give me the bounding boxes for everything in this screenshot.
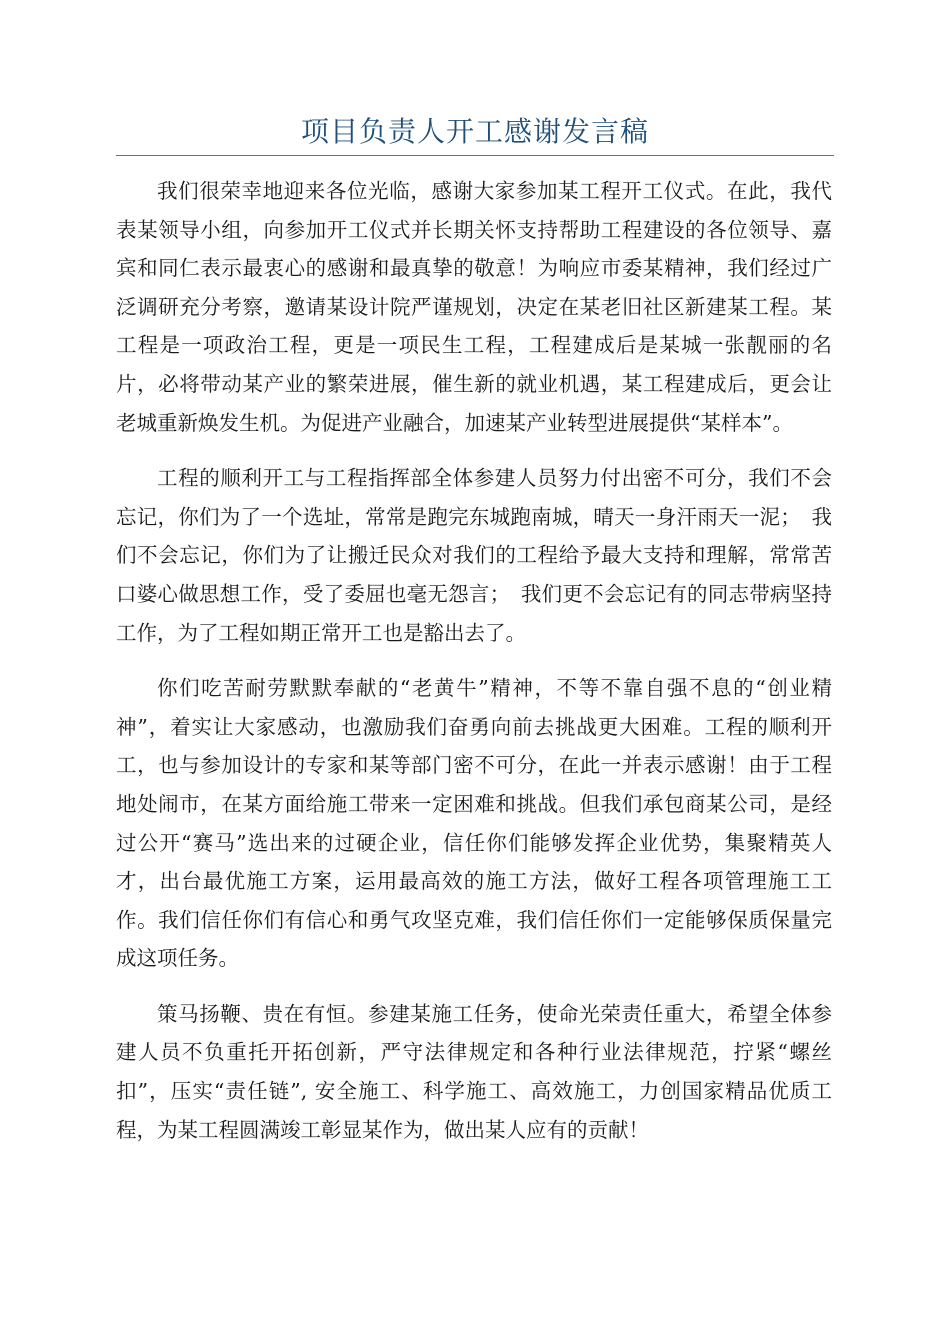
document-body <box>116 172 832 1166</box>
paragraph-3: 你们吃苦耐劳默默奉献的“老黄牛”精神，不等不靠自强不息的“创业精神”，着实让大家感动，也激励我们奋勇向前去挑战更大困难。工程的顺利开工，也与参加设计的专家和某等部门密不可分，在此一并表示感谢！由于工程地处闹市，在某方面给施工带来一定困难和挑战。但我们承包商某公司，是经过公开“赛马”选出来的过硬企业，信任你们能够发挥企业优势，集聚精英人才，出台最优施工方案，运用最高效的施工方法，做好工程各项管理施工工作。我们信任你们有信心和勇气攻坚克难，我们信任你们一定能够保质保量完成这项任务。 <box>116 676 832 971</box>
title-underline <box>116 155 834 156</box>
paragraph-1: 我们很荣幸地迎来各位光临，感谢大家参加某工程开工仪式。在此，我代表某领导小组，向参加开工仪式并长期关怀支持帮助工程建设的各位领导、嘉宾和同仁表示最衷心的感谢和最真挚的敬意！为响应市委某精神，我们经过广泛调研充分考察，邀请某设计院严谨规划，决定在某老旧社区新建某工程。某工程是一项政治工程，更是一项民生工程，工程建成后是某城一张靓丽的名片，必将带动某产业的繁荣进展，催生新的就业机遇，某工程建成后，更会让老城重新焕发生机。为促进产业融合，加速某产业转型进展提供“某样本”。 <box>116 179 832 435</box>
paragraph-2: 工程的顺利开工与工程指挥部全体参建人员努力付出密不可分，我们不会忘记，你们为了一个选址，常常是跑完东城跑南城，晴天一身汗雨天一泥； 我们不会忘记，你们为了让搬迁民众对我们的工程给予最大支持和理解，常常苦口婆心做思想工作，受了委屈也毫无怨言； 我们更不会忘记有的同志带病坚持工作，为了工程如期正常开工也是豁出去了。 <box>116 466 832 645</box>
title-block <box>116 112 834 152</box>
document-title: 项目负责人开工感谢发言稿 <box>300 115 649 148</box>
paragraph-4: 策马扬鞭、贵在有恒。参建某施工任务，使命光荣责任重大，希望全体参建人员不负重托开拓创新，严守法律规定和各种行业法律规范，拧紧“螺丝扣”，压实“责任链”, 安全施工、科学施工、高效施工，力创国家精品优质工程，为某工程圆满竣工彰显某作为，做出某人应有的贡献！ <box>116 1001 832 1142</box>
